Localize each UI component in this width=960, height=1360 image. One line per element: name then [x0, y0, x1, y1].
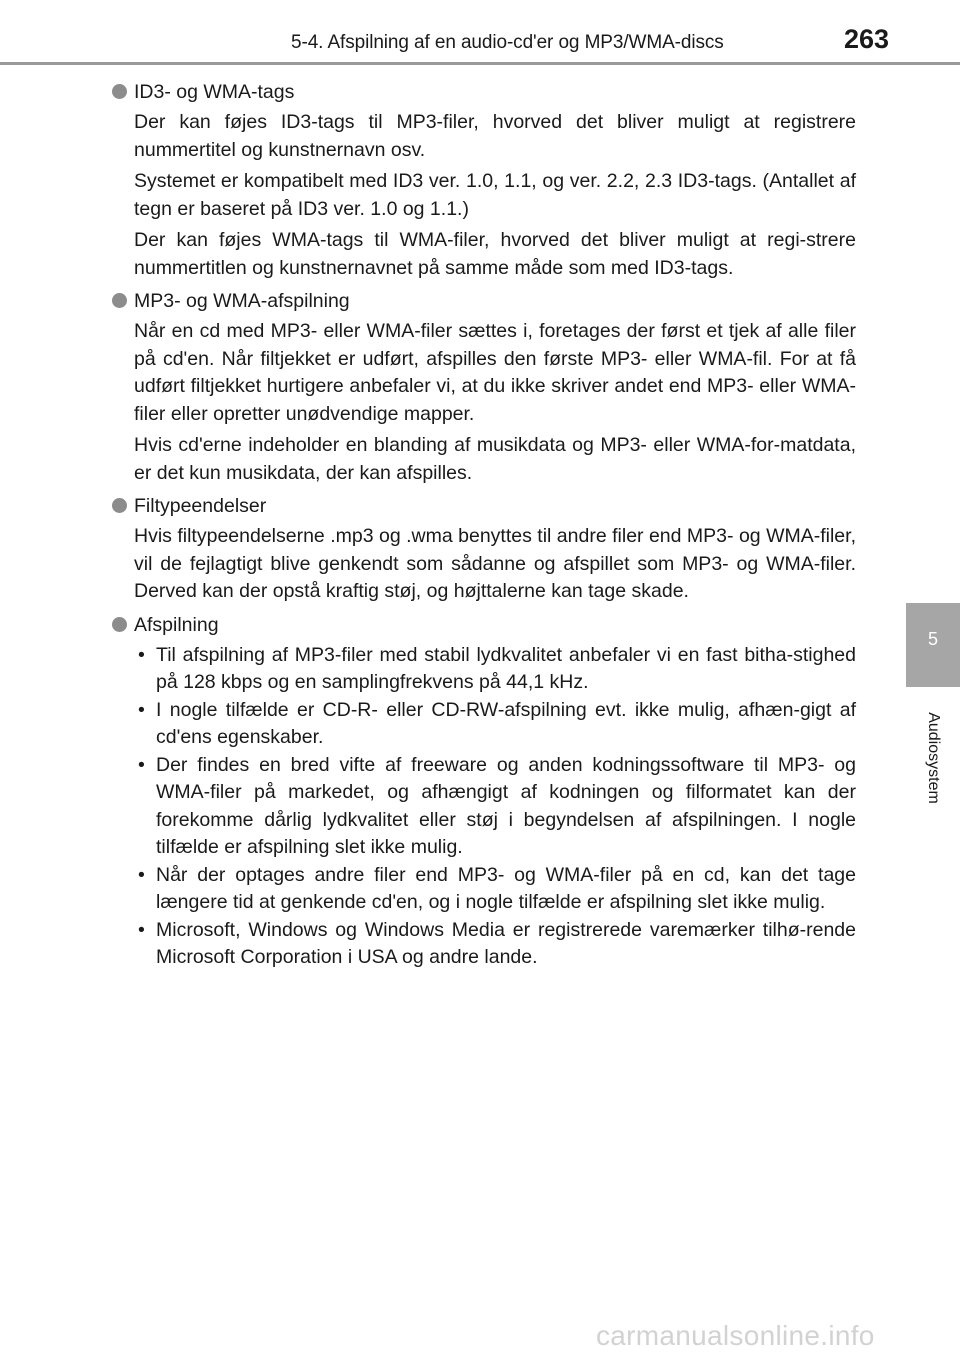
section-file-extensions	[110, 492, 856, 606]
bullet-dot-icon	[112, 498, 127, 513]
watermark-text: carmanualsonline.info	[596, 1320, 875, 1351]
list-item	[134, 917, 856, 972]
list-bullet: •	[138, 643, 145, 666]
section-heading	[110, 611, 856, 639]
page-header	[0, 0, 960, 60]
list-bullet: •	[138, 863, 145, 886]
paragraph: Hvis filtypeendelserne .mp3 og .wma benyttes til andre filer end MP3- og WMA-filer, vil de fejlagtigt blive genkendt som sådanne og afspillet som MP3- og WMA-filer. Derved kan der opstå kraftig støj, og højttalerne kan tage skade.	[134, 525, 856, 602]
paragraph: Der kan føjes ID3-tags til MP3-filer, hvorved det bliver muligt at registrere nummertitel og kunstnernavn osv.	[134, 111, 856, 161]
list-item-text: Microsoft, Windows og Windows Media er registrerede varemærker tilhø-rende Microsoft Corporation i USA og andre lande.	[156, 918, 856, 968]
section-heading-text: ID3- og WMA-tags	[134, 81, 295, 103]
paragraph: Systemet er kompatibelt med ID3 ver. 1.0, 1.1, og ver. 2.2, 2.3 ID3-tags. (Antallet af tegn er baseret på ID3 ver. 1.0 og 1.1.)	[134, 170, 856, 220]
bullet-dot-icon	[112, 617, 127, 632]
list-item-text: Der findes en bred vifte af freeware og anden kodningssoftware til MP3- og WMA-filer på markedet, og afhængigt af kodningen og filformatet kan der forekomme dårlig lydkvalitet eller støj i begyndelsen af afspilningen. I nogle tilfælde er afspilning slet ikke mulig.	[156, 753, 856, 858]
list-bullet: •	[138, 753, 145, 776]
playback-notes-list	[134, 642, 856, 972]
chapter-title: 5-4. Afspilning af en audio-cd'er og MP3/WMA-discs	[291, 32, 724, 53]
list-bullet: •	[138, 698, 145, 721]
section-heading-text: Filtypeendelser	[134, 495, 267, 517]
paragraph: Når en cd med MP3- eller WMA-filer sættes i, foretages der først et tjek af alle filer på cd'en. Når filtjekket er udført, afspilles den første MP3- eller WMA-fil. For at få udført filtjekket hurtigere anbefaler vi, at du ikke skriver andet end MP3- eller WMA-filer eller opretter unødvendige mapper.	[134, 320, 856, 425]
section-heading	[110, 492, 856, 520]
paragraph: Hvis cd'erne indeholder en blanding af musikdata og MP3- eller WMA-for-matdata, er det kun musikdata, der kan afspilles.	[134, 434, 856, 484]
list-item	[134, 642, 856, 697]
bullet-dot-icon	[112, 293, 127, 308]
chapter-tab-number: 5	[927, 629, 938, 649]
chapter-side-label-text: Audiosystem	[925, 712, 942, 804]
list-item-text: Til afspilning af MP3-filer med stabil lydkvalitet anbefaler vi en fast bitha-stighed på 128 kbps og en samplingfrekvens på 44,1 kHz.	[156, 643, 856, 693]
paragraph: Der kan føjes WMA-tags til WMA-filer, hvorved det bliver muligt at regi-strere nummertitlen og kunstnernavnet på samme måde som med ID3-tags.	[134, 229, 856, 279]
chapter-tab	[906, 603, 960, 687]
list-item	[134, 862, 856, 917]
section-id3-wma-tags	[110, 78, 856, 282]
list-item	[134, 752, 856, 862]
page-number: 263	[844, 24, 890, 54]
section-heading	[110, 287, 856, 315]
chapter-side-label	[921, 700, 945, 820]
page-content	[110, 78, 856, 972]
section-heading-text: Afspilning	[134, 613, 219, 636]
section-heading-text: MP3- og WMA-afspilning	[134, 290, 350, 312]
section-playback	[110, 611, 856, 972]
list-bullet: •	[138, 918, 145, 941]
list-item-text: Når der optages andre filer end MP3- og WMA-filer på en cd, kan det tage længere tid at genkende cd'en, og i nogle tilfælde er afspilning slet ikke mulig.	[156, 863, 856, 913]
list-item	[134, 697, 856, 752]
header-rule	[0, 62, 960, 65]
list-item-text: I nogle tilfælde er CD-R- eller CD-RW-afspilning evt. ikke mulig, afhæn-gigt af cd'ens egenskaber.	[156, 698, 856, 748]
section-heading	[110, 78, 856, 106]
section-mp3-wma-playback	[110, 287, 856, 487]
bullet-dot-icon	[112, 84, 127, 99]
